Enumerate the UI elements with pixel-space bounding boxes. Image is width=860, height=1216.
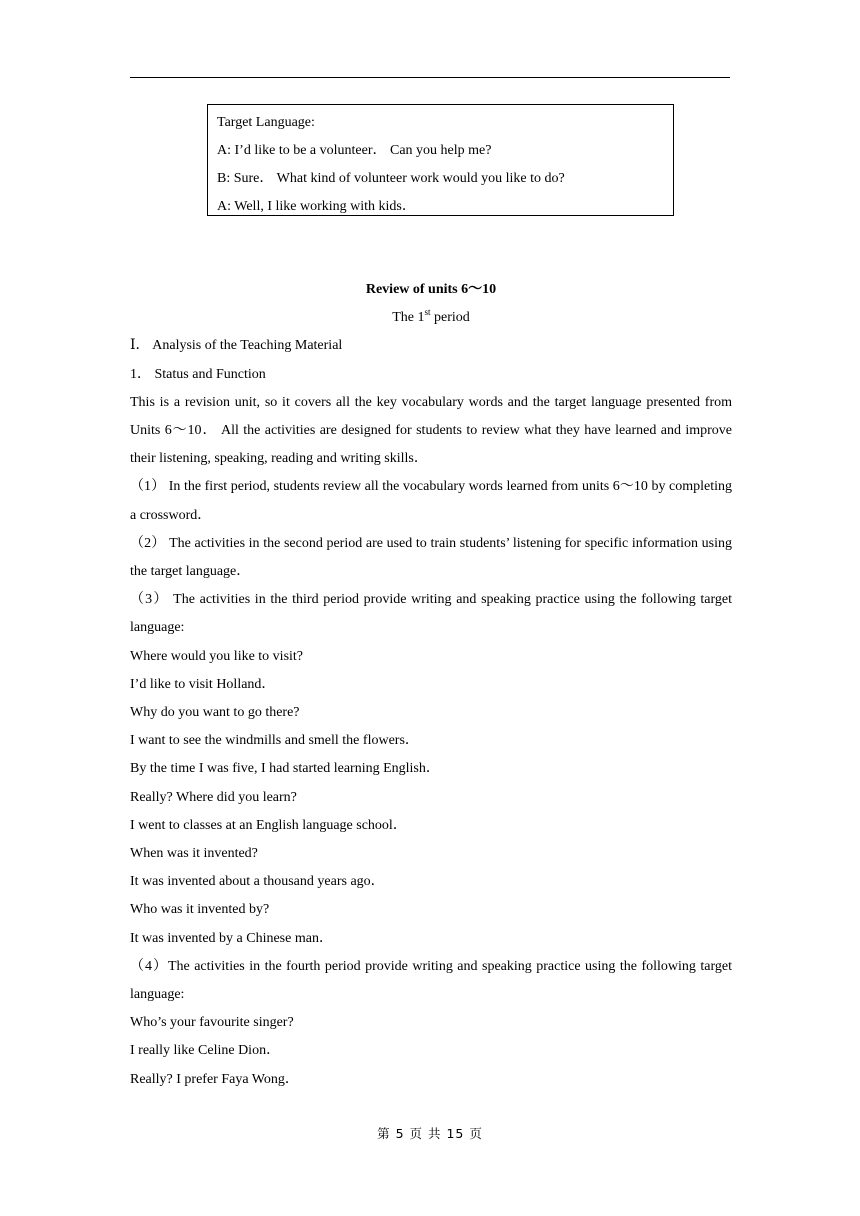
target-language-line: A: I’d like to be a volunteer． Can you help me? — [217, 143, 492, 158]
target-language-line: A: Well, I like working with kids． — [217, 199, 416, 214]
target-language-sentence: Who’s your favourite singer? — [130, 1015, 294, 1031]
target-language-sentence: By the time I was five, I had started learning English． — [130, 761, 440, 777]
target-language-sentence: When was it invented? — [130, 846, 258, 862]
period-suffix: period — [430, 310, 470, 326]
target-language-sentence: It was invented by a Chinese man． — [130, 930, 333, 946]
period-superscript: st — [424, 307, 431, 318]
header-rule — [130, 77, 730, 78]
intro-paragraph: This is a revision unit, so it covers all the key vocabulary words and the target language presented from Units 6～10． All the activities are designed for students to review what they have learned and improve their listening, speaking, reading and writing skills． — [130, 394, 732, 467]
target-language-sentence: I’d like to visit Holland． — [130, 676, 276, 692]
period-item-1: （1） In the first period, students review all the vocabulary words learned from units 6～10 by completing a crossword． — [130, 479, 732, 523]
target-language-sentence: Who was it invented by? — [130, 902, 270, 918]
period-item-3: （3） The activities in the third period provide writing and speaking practice using the following target language: — [130, 592, 732, 636]
target-language-sentence: Really? Where did you learn? — [130, 789, 297, 805]
target-language-sentence: Where would you like to visit? — [130, 648, 304, 664]
target-language-label: Target Language: — [217, 115, 315, 130]
period-subtitle — [130, 304, 732, 332]
page-number-footer: 第 5 页 共 15 页 — [377, 1126, 483, 1141]
period-prefix: The 1 — [392, 310, 425, 326]
document-body — [130, 276, 732, 1094]
analysis-heading: Ⅰ． Analysis of the Teaching Material — [130, 338, 343, 354]
target-language-line: B: Sure． What kind of volunteer work would you like to do? — [217, 171, 565, 186]
target-language-sentence: I really like Celine Dion． — [130, 1043, 281, 1059]
target-language-box — [207, 104, 674, 216]
target-language-sentence: I went to classes at an English language school． — [130, 817, 407, 833]
target-language-sentence: Why do you want to go there? — [130, 705, 300, 721]
target-language-sentence: Really? I prefer Faya Wong． — [130, 1071, 299, 1087]
section-title: Review of units 6～10 — [365, 282, 497, 297]
target-language-sentence: It was invented about a thousand years ago． — [130, 874, 385, 890]
target-language-sentence: I want to see the windmills and smell the flowers． — [130, 733, 419, 749]
period-item-4: （4）The activities in the fourth period provide writing and speaking practice using the following target language: — [130, 958, 732, 1003]
period-item-2: （2） The activities in the second period are used to train students’ listening for specific information using the target language． — [130, 535, 732, 580]
status-function-heading: 1． Status and Function — [130, 366, 266, 382]
